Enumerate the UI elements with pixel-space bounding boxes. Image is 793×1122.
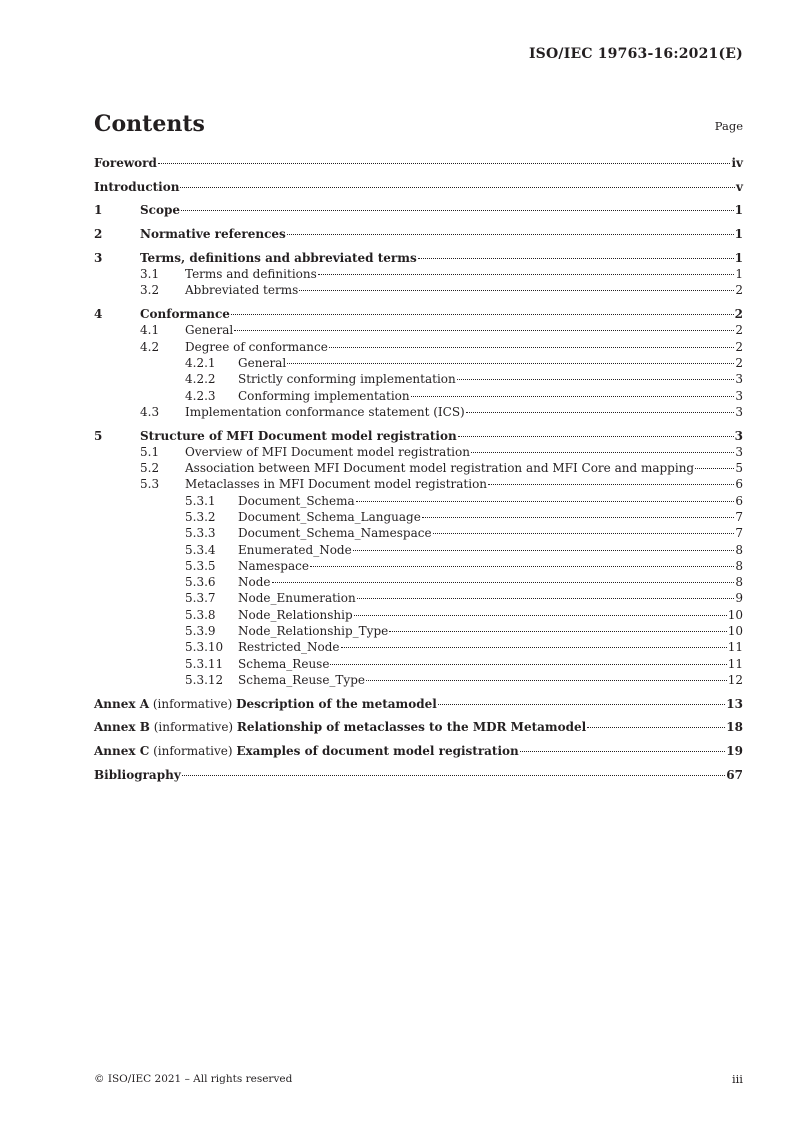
toc-entry-title: Structure of MFI Document model registration [140,428,457,443]
toc-entry[interactable] [94,371,743,387]
toc-entry-title: Document_Schema_Language [238,509,421,524]
toc-entry-page: 8 [735,558,743,573]
page-number: iii [731,1072,743,1086]
dot-leader [411,396,735,397]
toc-entry-title: Enumerated_Node [238,542,352,557]
toc-entry[interactable] [94,493,743,509]
toc-entry-page: 2 [735,339,743,354]
toc-entry-page: 11 [727,656,743,671]
annex-label: Annex A [94,696,150,711]
toc-entry[interactable] [94,179,743,195]
toc-entry-page: 7 [735,526,743,541]
toc-entry[interactable] [94,639,743,655]
toc-entry-number: 5.3.2 [185,509,216,524]
toc-entry-title: Namespace [238,558,309,573]
dot-leader [695,468,734,469]
toc-entry-number: 5.1 [140,444,160,459]
dot-leader [433,533,735,534]
toc-entry-title: Schema_Reuse [238,656,330,671]
dot-leader [353,550,735,551]
toc-entry-number: 1 [94,203,103,218]
toc-entry[interactable] [94,558,743,574]
toc-entry-title: Node_Relationship_Type [238,624,389,639]
toc-entry-page: 11 [727,640,743,655]
toc-entry-number: 5.3.11 [185,656,224,671]
toc-entry-page: 3 [735,388,743,403]
toc-entry-title [94,719,586,735]
toc-entry-title: Scope [140,203,181,218]
toc-entry-number: 4.2.1 [185,355,216,370]
dot-leader [182,775,726,776]
toc-entry-page: 12 [727,672,743,687]
toc-entry-title: Restricted_Node [238,640,340,655]
toc-entry-number: 5.2 [140,461,160,476]
toc-entry[interactable] [94,607,743,623]
dot-leader [457,379,735,380]
dot-leader [287,234,734,235]
toc-entry-title: Introduction [94,179,180,194]
toc-entry-number: 5.3.6 [185,575,216,590]
dot-leader [389,631,726,632]
toc-entry-number: 2 [94,227,103,242]
toc-entry[interactable] [94,282,743,298]
dot-leader [180,187,735,188]
toc-entry-title: Bibliography [94,767,181,782]
dot-leader [272,582,735,583]
toc-entry-number: 3 [94,250,103,265]
toc-entry-title: General [238,355,287,370]
dot-leader [458,436,734,437]
annex-type-note: (informative) [149,744,237,759]
toc-entry-page: 8 [735,542,743,557]
dot-leader [356,501,735,502]
dot-leader [330,664,726,665]
toc-entry-number: 5.3.9 [185,624,216,639]
toc-entry-title: General [185,323,234,338]
toc-entry[interactable] [94,266,743,282]
toc-entry-number: 3.1 [140,267,160,282]
toc-entry-number: 5 [94,428,103,443]
toc-entry-page: 7 [735,509,743,524]
toc-entry-number: 3.2 [140,283,160,298]
toc-entry[interactable] [94,155,743,171]
toc-entry[interactable] [94,388,743,404]
toc-entry-page: 10 [727,607,743,622]
copyright-notice: © ISO/IEC 2021 – All rights reserved [94,1073,293,1085]
dot-leader [310,566,734,567]
annex-title: Examples of document model registration [236,744,519,759]
toc-entry-page: 18 [726,720,743,735]
toc-entry[interactable] [94,696,743,712]
toc-entry[interactable] [94,767,743,783]
toc-entry-title [94,696,437,712]
toc-entry-title: Terms and definitions [185,267,317,282]
table-of-contents [94,155,743,783]
toc-entry-page: 6 [735,493,743,508]
dot-leader [287,363,734,364]
toc-entry-page: 6 [735,477,743,492]
toc-entry-number: 5.3.1 [185,493,216,508]
toc-entry-title: Schema_Reuse_Type [238,672,365,687]
toc-entry-page: 1 [734,203,743,218]
toc-entry-title: Foreword [94,156,157,170]
dot-leader [357,598,735,599]
toc-entry-title: Conformance [140,307,230,322]
toc-entry[interactable] [94,226,743,242]
dot-leader [341,647,727,648]
toc-entry[interactable] [94,404,743,420]
toc-entry[interactable] [94,250,743,266]
toc-entry[interactable] [94,743,743,759]
toc-entry-number: 5.3.8 [185,607,216,622]
dot-leader [466,412,735,413]
dot-leader [471,452,734,453]
toc-entry-page: 3 [735,444,743,459]
toc-entry-page: v [736,179,743,194]
toc-entry-title: Overview of MFI Document model registration [185,444,470,459]
toc-entry-number: 5.3.5 [185,558,216,573]
toc-entry-title: Terms, definitions and abbreviated terms [140,250,417,265]
toc-entry[interactable] [94,525,743,541]
toc-entry-number: 5.3 [140,477,160,492]
toc-entry[interactable] [94,355,743,371]
toc-entry[interactable] [94,202,743,218]
toc-entry-title: Degree of conformance [185,339,328,354]
dot-leader [231,314,734,315]
annex-title: Relationship of metaclasses to the MDR Metamodel [236,720,587,735]
toc-entry-title: Association between MFI Document model registration and MFI Core and mapping [185,461,695,476]
dot-leader [587,727,725,728]
toc-entry-title [94,743,519,759]
dot-leader [234,330,734,331]
toc-entry-page: 10 [727,624,743,639]
toc-entry-title: Node_Enumeration [238,591,356,606]
toc-entry-title: Node [238,575,271,590]
page-column-label: Page [714,119,743,133]
toc-entry-title: Node_Relationship [238,607,353,622]
dot-leader [520,751,726,752]
document-identifier: ISO/IEC 19763-16:2021(E) [528,46,743,62]
toc-entry-title: Strictly conforming implementation [238,372,456,387]
toc-entry-number: 4.3 [140,404,160,419]
toc-entry-page: 13 [726,696,743,711]
toc-entry-number: 4 [94,307,103,322]
annex-title: Description of the metamodel [236,696,437,711]
toc-entry-page: 9 [735,591,743,606]
toc-entry[interactable] [94,476,743,492]
toc-entry-number: 5.3.12 [185,672,224,687]
page-title: Contents [94,111,205,137]
toc-entry-title: Document_Schema [238,493,355,508]
dot-leader [354,615,727,616]
toc-entry-page: 3 [734,428,743,443]
dot-leader [488,484,734,485]
toc-entry[interactable] [94,623,743,639]
toc-entry-page: 2 [735,355,743,370]
toc-entry-title: Normative references [140,227,286,242]
toc-entry[interactable] [94,428,743,444]
toc-entry-title: Metaclasses in MFI Document model registration [185,477,488,492]
toc-entry[interactable] [94,322,743,338]
toc-entry[interactable] [94,306,743,322]
toc-entry-title: Document_Schema_Namespace [238,526,432,541]
toc-entry[interactable] [94,339,743,355]
toc-entry-number: 5.3.10 [185,640,224,655]
toc-entry-page: 2 [735,323,743,338]
annex-type-note: (informative) [149,696,237,711]
toc-entry[interactable] [94,574,743,590]
toc-entry[interactable] [94,460,743,476]
annex-label: Annex B [94,720,150,735]
toc-entry-page: 1 [734,227,743,242]
toc-entry[interactable] [94,444,743,460]
dot-leader [422,517,735,518]
toc-entry-page: 5 [735,461,743,476]
toc-entry-page: 2 [734,307,743,322]
toc-entry-number: 5.3.7 [185,591,216,606]
toc-entry[interactable] [94,672,743,688]
dot-leader [318,274,735,275]
dot-leader [181,210,734,211]
toc-entry-page: 3 [735,372,743,387]
toc-entry-page: 19 [726,744,743,759]
toc-entry-number: 4.2.3 [185,388,216,403]
dot-leader [158,163,731,164]
toc-entry-number: 4.2.2 [185,372,216,387]
toc-entry[interactable] [94,590,743,606]
toc-entry-page: 67 [726,767,743,782]
toc-entry-page: 2 [735,283,743,298]
dot-leader [366,680,727,681]
toc-entry-number: 5.3.3 [185,526,216,541]
dot-leader [438,704,725,705]
toc-entry-page: 8 [735,575,743,590]
toc-entry-title: Abbreviated terms [185,283,299,298]
annex-type-note: (informative) [149,720,237,735]
toc-entry-number: 4.2 [140,339,160,354]
dot-leader [299,290,734,291]
annex-label: Annex C [94,744,150,759]
toc-entry-number: 4.1 [140,323,160,338]
toc-entry-page: 3 [735,404,743,419]
dot-leader [418,258,734,259]
toc-entry-title: Conforming implementation [238,388,410,403]
dot-leader [329,347,735,348]
toc-entry[interactable] [94,656,743,672]
toc-entry[interactable] [94,719,743,735]
toc-entry-title: Implementation conformance statement (ICS) [185,404,465,419]
toc-entry-page: iv [731,156,743,170]
toc-entry[interactable] [94,542,743,558]
toc-entry[interactable] [94,509,743,525]
toc-entry-page: 1 [735,267,743,282]
toc-entry-number: 5.3.4 [185,542,216,557]
toc-entry-page: 1 [734,250,743,265]
